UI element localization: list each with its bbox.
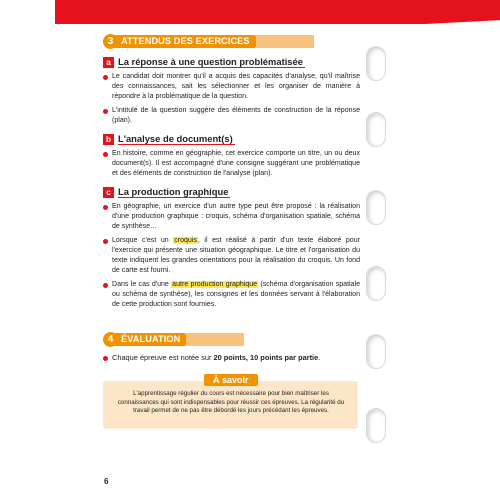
subsection-title: L'analyse de document(s) [118,133,233,144]
a-savoir-box [103,375,358,429]
list-item [103,106,360,126]
bullet-dot-icon [103,152,108,157]
binder-hole [366,46,386,81]
bullet-text: En histoire, comme en géographie, cet exercice comporte un titre, un ou deux document(s). Il est accompagné d'une consigne suggérant une problématique et des éléments de construction de l'analyse (plan). [112,150,360,177]
bullet-dot-icon [103,283,108,288]
section-band-extension [186,333,244,346]
subsection-letter-badge: c [103,187,114,198]
top-band-red [55,0,500,24]
subsection-title: La réponse à une question problématisée [118,56,303,67]
text-run: Dans le cas d'une [112,281,172,288]
text-run: . [318,353,321,362]
subsection-letter-badge: b [103,134,114,145]
bold-text: 20 points, 10 points par partie [213,353,319,362]
list-item [103,72,360,102]
bullet-text [112,236,360,276]
text-run: (schéma d'organisation spatiale ou schéma de synthèse), les consignes et les données servant à l'élaboration de cette production sont fournies. [112,281,361,308]
a-savoir-text: L'apprentissage régulier du cours est nécessaire pour bien maîtriser les connaissances qui sont indispensables pour réussir ces épreuves. La régularité du travail permet de ne pas être débordé les jours précédant les épreuves. [117,390,345,415]
bullet-dot-icon [103,205,108,210]
section-title: ATTENDUS DES EXERCICES [113,35,256,48]
subsection-a-heading [103,56,360,68]
subsection-title: La production graphique [118,186,229,197]
list-item [103,202,360,232]
highlighted-term: croquis [174,237,197,244]
text-run: , il est réalisé à partir d'un texte élaboré pour l'exercice qui présente une situation géographique. Le titre et l'organisation du texte indiquent les grandes orientations pour la réalisation du croquis. Un fond de carte est fourni. [112,237,360,274]
bullet-text [112,280,360,310]
section-number-badge: 4 [103,332,118,347]
list-item [103,353,360,363]
highlighted-term: autre production graphique [172,281,258,288]
list-item [103,236,360,276]
bullet-text: L'intitulé de la question suggère des éléments de construction de la réponse (plan). [112,107,360,124]
list-item [103,280,360,310]
binder-hole [366,408,386,443]
subsection-c-heading [103,186,360,198]
bullet-dot-icon [103,356,108,361]
text-run: Chaque épreuve est notée sur [112,353,214,362]
subsection-letter-badge: a [103,57,114,68]
binder-hole [366,334,386,369]
subsection-b-heading [103,133,360,145]
a-savoir-title: À savoir [204,374,258,386]
bullet-text: Le candidat doit montrer qu'il a acquis des capacités d'analyse, qu'il maîtrise des connaissances, sait les sélectionner et les organiser de manière à répondre à la problématique de la question. [112,73,360,100]
list-item [103,149,360,179]
bullet-text: En géographie, un exercice d'un autre type peut être proposé : la réalisation d'une production graphique : croquis, schéma d'organisation spatiale, schéma de synthèse… [112,203,360,230]
bullet-dot-icon [103,109,108,114]
page-content [103,28,360,363]
binder-hole [366,112,386,147]
section-number-badge: 3 [103,34,118,49]
bullet-dot-icon [103,75,108,80]
section-title: ÉVALUATION [113,333,186,346]
bullet-text [112,353,360,363]
section-3-heading [103,34,360,49]
binder-hole [366,266,386,301]
bullet-dot-icon [103,239,108,244]
section-4-heading [103,332,360,347]
top-decorative-band [55,0,500,24]
page-number: 6 [104,477,109,486]
section-band-extension [256,35,314,48]
binder-hole [366,190,386,225]
text-run: Lorsque c'est un [112,237,174,244]
